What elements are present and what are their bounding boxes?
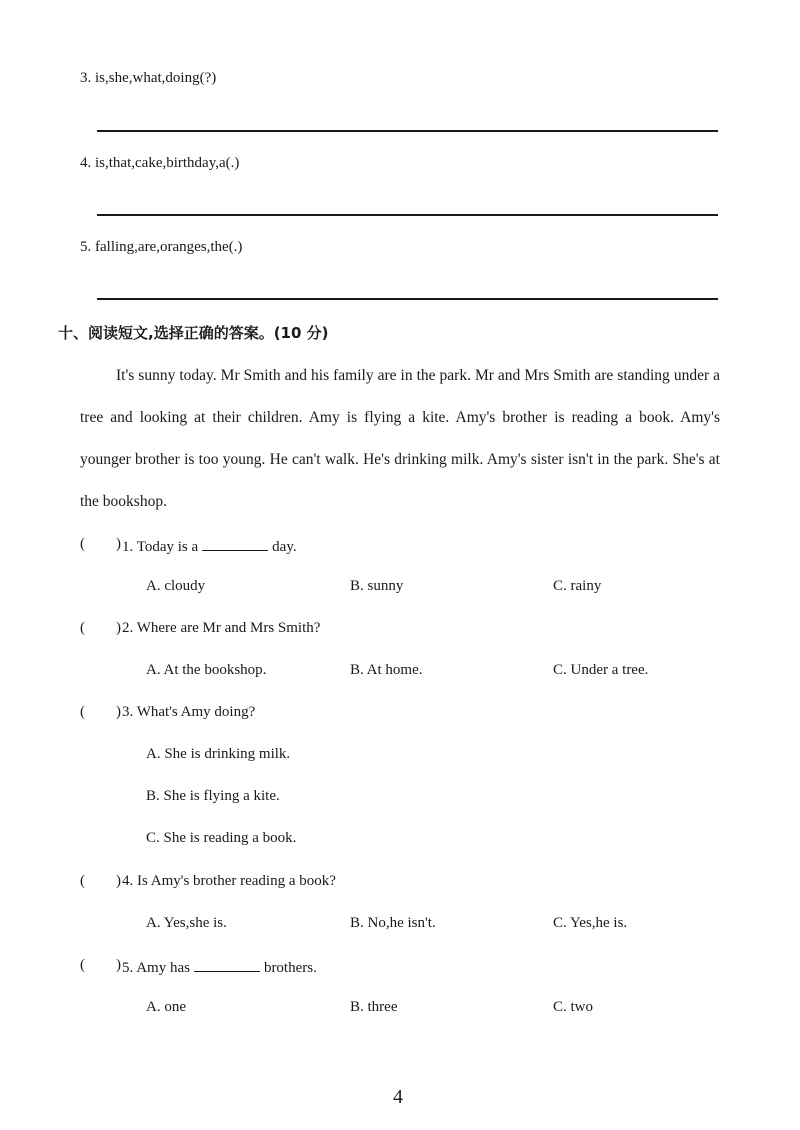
option-3b: B. She is flying a kite. — [146, 788, 280, 804]
option-3c: C. She is reading a book. — [146, 830, 297, 846]
answer-paren-close-4: ) — [116, 873, 121, 889]
question-number: 1. — [122, 539, 134, 555]
option-5c: C. two — [553, 999, 594, 1015]
question-1 — [122, 536, 297, 556]
fill-blank[interactable] — [194, 957, 260, 972]
question-text: Today is a — [136, 539, 199, 555]
option-1a: A. cloudy — [146, 578, 206, 594]
answer-paren-open-4[interactable]: ( — [80, 873, 85, 889]
answer-paren-open-1[interactable]: ( — [80, 536, 85, 552]
option-1c: C. rainy — [553, 578, 602, 594]
option-2a: A. At the bookshop. — [146, 662, 267, 678]
question-text-end: brothers. — [263, 960, 317, 976]
page-number: 4 — [393, 1086, 403, 1108]
question-number: 5. — [122, 960, 134, 976]
option-4b: B. No,he isn't. — [350, 915, 436, 931]
passage-text: It's sunny today. Mr Smith and his family are in the park. Mr and Mrs Smith are standing under a tree and looking at their children. Amy is flying a kite. Amy's brother is reading a book. Amy's younger brother is too young. He can't walk. He's drinking milk. Amy's sister isn't in the park. She's at the bookshop. — [80, 367, 720, 510]
question-text: Is Amy's brother reading a book? — [137, 873, 336, 889]
question-text: Where are Mr and Mrs Smith? — [136, 620, 321, 636]
answer-paren-close-5: ) — [116, 957, 121, 973]
question-text: Amy has — [136, 960, 190, 976]
question-5 — [122, 957, 317, 977]
fill-blank[interactable] — [202, 536, 268, 551]
question-text: What's Amy doing? — [136, 704, 256, 720]
answer-paren-open-5[interactable]: ( — [80, 957, 85, 973]
answer-line-4[interactable] — [97, 214, 718, 216]
question-3 — [122, 704, 255, 721]
option-5b: B. three — [350, 999, 398, 1015]
answer-paren-close-1: ) — [116, 536, 121, 552]
answer-paren-close-2: ) — [116, 620, 121, 636]
option-2b: B. At home. — [350, 662, 423, 678]
option-1b: B. sunny — [350, 578, 404, 594]
answer-paren-open-2[interactable]: ( — [80, 620, 85, 636]
section-heading: 十、阅读短文,选择正确的答案。(10 分) — [58, 324, 329, 342]
answer-paren-close-3: ) — [116, 704, 121, 720]
question-text-end: day. — [272, 539, 297, 555]
answer-line-3[interactable] — [97, 130, 718, 132]
option-2c: C. Under a tree. — [553, 662, 649, 678]
option-4c: C. Yes,he is. — [553, 915, 628, 931]
question-2 — [122, 620, 320, 637]
ordering-item-5: 5. falling,are,oranges,the(.) — [80, 239, 243, 255]
question-4 — [122, 873, 336, 890]
ordering-item-4: 4. is,that,cake,birthday,a(.) — [80, 155, 240, 171]
ordering-item-3: 3. is,she,what,doing(?) — [80, 70, 217, 86]
option-4a: A. Yes,she is. — [146, 915, 227, 931]
reading-passage — [80, 355, 720, 523]
option-5a: A. one — [146, 999, 186, 1015]
question-number: 2. — [122, 620, 134, 636]
question-number: 4. — [122, 873, 134, 889]
option-3a: A. She is drinking milk. — [146, 746, 291, 762]
answer-paren-open-3[interactable]: ( — [80, 704, 85, 720]
question-number: 3. — [122, 704, 134, 720]
answer-line-5[interactable] — [97, 298, 718, 300]
